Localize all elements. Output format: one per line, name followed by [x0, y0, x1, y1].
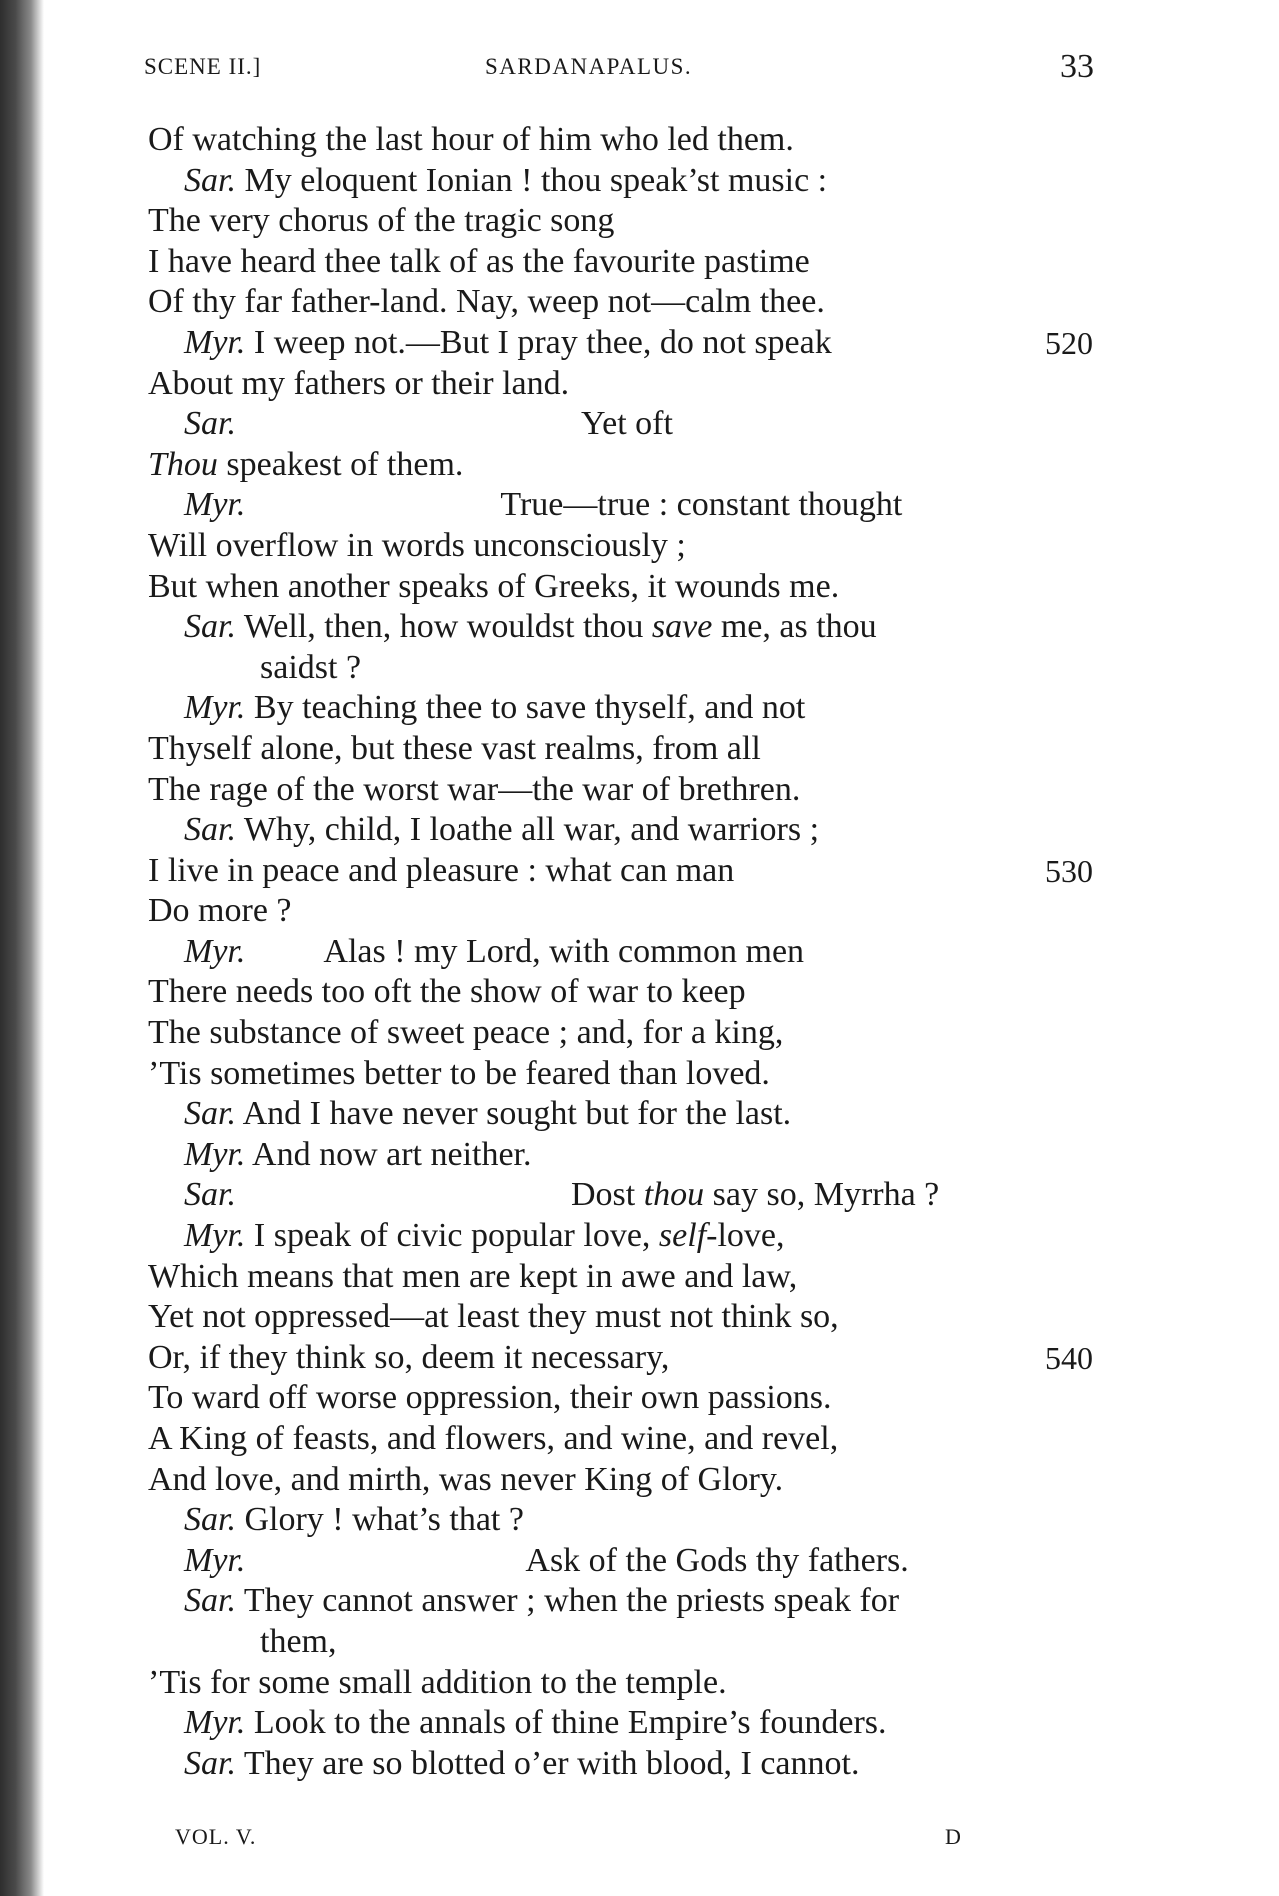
speaker-name: Myr. [184, 932, 246, 970]
verse-line: A King of feasts, and flowers, and wine, and revel, [148, 1420, 839, 1457]
verse-line: Myr. I speak of civic popular love, self-love, [184, 1217, 785, 1255]
verse-line: There needs too oft the show of war to keep [148, 973, 746, 1011]
page-footer [175, 1824, 975, 1864]
speaker-name: Sar. [184, 1176, 236, 1214]
verse-line: Myr. Ask of the Gods thy fathers. [184, 1541, 909, 1579]
speaker-name: Myr. [184, 1135, 246, 1173]
speaker-name: Myr. [184, 689, 246, 727]
verse-line: Myr. And now art neither. [184, 1135, 532, 1173]
verse-line: Do more ? [148, 892, 292, 930]
verse-line: Of thy far father-land. Nay, weep not—calm thee. [148, 283, 825, 321]
verse-line: ’Tis sometimes better to be feared than loved. [148, 1054, 770, 1092]
speaker-name: Sar. [184, 161, 236, 199]
verse-line: Sar. They are so blotted o’er with blood, I cannot. [184, 1744, 860, 1782]
line-number: 530 [1045, 852, 1093, 889]
page-number: 33 [1060, 48, 1094, 85]
verse-line: Myr. By teaching thee to save thyself, and not [184, 689, 806, 727]
line-number: 540 [1045, 1339, 1093, 1376]
verse-line: The substance of sweet peace ; and, for a king, [148, 1014, 784, 1052]
verse-line: Sar. Well, then, how wouldst thou save me, as thou [184, 608, 877, 646]
speaker-name: Sar. [184, 1095, 236, 1133]
verse-line: But when another speaks of Greeks, it wounds me. [148, 567, 840, 605]
volume-label: VOL. V. [175, 1824, 257, 1849]
verse-text [148, 120, 1093, 1784]
speaker-name: Sar. [184, 1744, 236, 1782]
speaker-name: Myr. [184, 1541, 246, 1579]
verse-line: Of watching the last hour of him who led them. [148, 121, 794, 158]
speaker-name: Myr. [184, 1217, 246, 1255]
running-header [144, 48, 1094, 98]
verse-line: them, [260, 1622, 337, 1660]
verse-line: Sar. Yet oft [184, 405, 673, 443]
verse-line: Which means that men are kept in awe and law, [148, 1257, 798, 1295]
verse-line: Sar. Why, child, I loathe all war, and warriors ; [184, 811, 820, 849]
verse-line: Sar. And I have never sought but for the last. [184, 1095, 792, 1133]
book-binding-shadow [0, 0, 44, 1896]
verse-line: Yet not oppressed—at least they must not think so, [148, 1298, 839, 1336]
verse-line: I have heard thee talk of as the favourite pastime [148, 242, 810, 280]
speaker-name: Sar. [184, 1582, 236, 1620]
speaker-name: Sar. [184, 811, 236, 849]
verse-line: Myr. Alas ! my Lord, with common men [184, 932, 805, 970]
verse-line: Sar. They cannot answer ; when the priests speak for [184, 1582, 900, 1620]
verse-line: About my fathers or their land. [148, 364, 570, 402]
verse-line: Thou speakest of them. [148, 445, 464, 483]
verse-line: Will overflow in words unconsciously ; [148, 526, 686, 564]
running-title: SARDANAPALUS. [485, 54, 693, 79]
verse-line: To ward off worse oppression, their own passions. [148, 1379, 832, 1417]
verse-line: The very chorus of the tragic song [148, 202, 615, 240]
verse-line: saidst ? [260, 648, 362, 686]
speaker-name: Sar. [184, 608, 236, 646]
speaker-name: Sar. [184, 1501, 236, 1539]
line-number: 520 [1045, 324, 1093, 361]
speaker-name: Myr. [184, 486, 246, 524]
verse-line: Sar. Dost thou say so, Myrrha ? [184, 1176, 940, 1214]
verse-line: Sar. Glory ! what’s that ? [184, 1501, 524, 1539]
verse-line: And love, and mirth, was never King of Glory. [148, 1460, 784, 1498]
verse-line: The rage of the worst war—the war of brethren. [148, 770, 801, 808]
scene-label: SCENE II.] [144, 54, 262, 79]
verse-line: ’Tis for some small addition to the temple. [148, 1663, 727, 1701]
verse-line: Myr. I weep not.—But I pray thee, do not speak 520 [148, 323, 1093, 364]
verse-line: Myr. True—true : constant thought [184, 486, 903, 524]
verse-line: Sar. My eloquent Ionian ! thou speak’st music : [184, 161, 828, 199]
speaker-name: Myr. [184, 1704, 246, 1742]
verse-line: Myr. Look to the annals of thine Empire’s founders. [184, 1704, 887, 1742]
verse-line: Thyself alone, but these vast realms, from all [148, 729, 761, 767]
speaker-name: Sar. [184, 405, 236, 443]
verse-line: Or, if they think so, deem it necessary, 540 [148, 1338, 1093, 1379]
signature-mark: D [945, 1824, 962, 1849]
verse-line: I live in peace and pleasure : what can man 530 [148, 851, 1093, 892]
speaker-name: Myr. [184, 323, 246, 361]
